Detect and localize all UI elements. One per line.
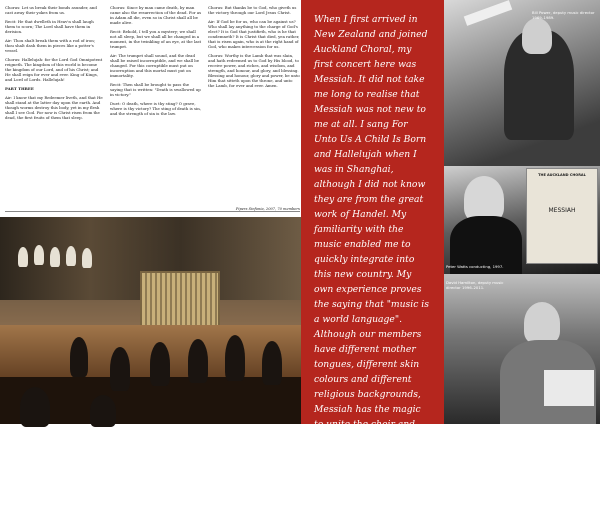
choir-member	[66, 246, 76, 266]
libretto-paragraph: Chorus: But thanks be to God, who giveth us the victory through our Lord Jesus Christ.	[208, 5, 297, 15]
libretto-paragraph: Chorus: Let us break their bonds asunder, and cast away their yokes from us.	[5, 5, 97, 15]
libretto-paragraph: Air: Thou shalt break them with a rod of iron; thou shalt dash them in pieces like a potter's vessel.	[5, 38, 96, 53]
choir-member	[18, 247, 28, 267]
musician	[188, 339, 208, 383]
libretto-column-2	[110, 5, 202, 120]
person-head	[524, 302, 560, 344]
libretto-column-1	[5, 5, 103, 124]
libretto-paragraph: PART THREE	[5, 86, 34, 91]
pipe-organ	[140, 271, 220, 329]
poster-subtitle: MESSIAH	[548, 207, 576, 214]
musician	[70, 337, 88, 377]
quote-panel	[301, 0, 444, 529]
quote-author: ANNA ZHANG, ALTO	[314, 524, 364, 529]
conductor	[225, 335, 245, 381]
musician	[20, 387, 50, 427]
libretto-paragraph: Air: The trumpet shall sound, and the dead shall be raised incorruptible, and we shall be changed. For this corruptible must put on incorruption and this mortal must put on immortality.	[110, 53, 200, 78]
main-photo-credit: Pipers Sinfonia, 2007, 70 members	[235, 207, 300, 211]
libretto-paragraph: Chorus: Hallelujah: for the Lord God Omnipotent reigneth. The kingdom of this world is become the kingdom of our Lord, and of his Christ; and He shall reign for ever and ever. King of Kings, and Lord of Lords. Hallelujah!	[5, 57, 103, 82]
choir-member	[34, 245, 44, 265]
libretto-paragraph: Recit: Then shall be brought to pass the saying that is written: "Death is swallowed up in victory."	[110, 82, 201, 97]
choir-member	[82, 248, 92, 268]
libretto-paragraph: Recit: He that dwelleth in Heav'n shall laugh them to scorn; The Lord shall have them in derision.	[5, 19, 94, 34]
musician	[150, 342, 170, 386]
choir-member	[50, 247, 60, 267]
musician	[110, 347, 130, 391]
caption-photo-3: David Hamilton, deputy music director 1996–2011.	[446, 280, 504, 290]
photo-bill-power	[444, 0, 600, 166]
raised-arm	[464, 0, 513, 26]
libretto-column-3	[208, 5, 300, 92]
orchestra-photo	[0, 217, 301, 424]
person-head	[522, 18, 552, 54]
divider	[5, 211, 300, 212]
libretto-paragraph: Duet: O death, where is thy sting? O grave, where is thy victory? The sting of death is sin, and the strength of sin is the law.	[110, 101, 202, 116]
caption-photo-1: Bill Power, deputy music director 1969–1989.	[532, 10, 595, 20]
caption-photo-2: Peter Watts conducting, 1997.	[446, 264, 504, 269]
musician	[262, 341, 282, 385]
poster-title: THE AUCKLAND CHORAL	[538, 173, 586, 177]
libretto-paragraph: Air: If God be for us, who can be against us? Who shall lay anything to the charge of God's elect? It is God that justifieth, who is he that condemneth? It is Christ that died, yea rather, that is risen again, who is at the right hand of God, who makes intercession for us.	[208, 19, 300, 49]
libretto-paragraph: Chorus: Since by man came death, by man came also the resurrection of the dead. For as in Adam all die, even so in Christ shall all be made alive.	[110, 5, 202, 25]
concert-poster	[526, 168, 598, 264]
libretto-paragraph: Recit: Behold, I tell you a mystery; we shall not all sleep, but we shall all be changed in a moment, in the twinkling of an eye, at the last trumpet.	[110, 29, 202, 49]
member-quote: When I first arrived in New Zealand and joined Auckland Choral, my first concert here was Messiah. It did not take me long to realise that Messiah was not new to me at all. I sang For Unto Us A Child Is Born and Hallelujah when I was in Shanghai, although I did not know they are from the great work of Handel. My familiarity with the music enabled me to quickly integrate into this new country. My own experience proves the saying that "music is a world language". Although our members have different mother tongues, different skin colours and different religious backgrounds, Messiah has the magic to unite the choir and audience to celebrate Christmas and show how we love our lives and how we integrate as Kiwis in this lovely country.	[314, 14, 431, 520]
libretto-paragraph: Air: I know that my Redeemer liveth, and that He shall stand at the latter day upon the earth. And though worms destroy this body, yet in my flesh shall I see God. For now is Christ risen from the dead, the first fruits of them that sleep.	[5, 95, 103, 120]
musician	[90, 395, 116, 427]
sheet-music	[544, 370, 594, 406]
photo-david-hamilton	[444, 274, 600, 424]
libretto-paragraph: Chorus: Worthy is the Lamb that was slain, and hath redeemed us to God by His blood, to receive power, and riches, and wisdom, and strength, and honour, and glory, and blessing. Blessing and honour, glory and power, be unto Him that sitteth upon the throne, and unto the Lamb, for ever and ever. Amen.	[208, 53, 300, 88]
